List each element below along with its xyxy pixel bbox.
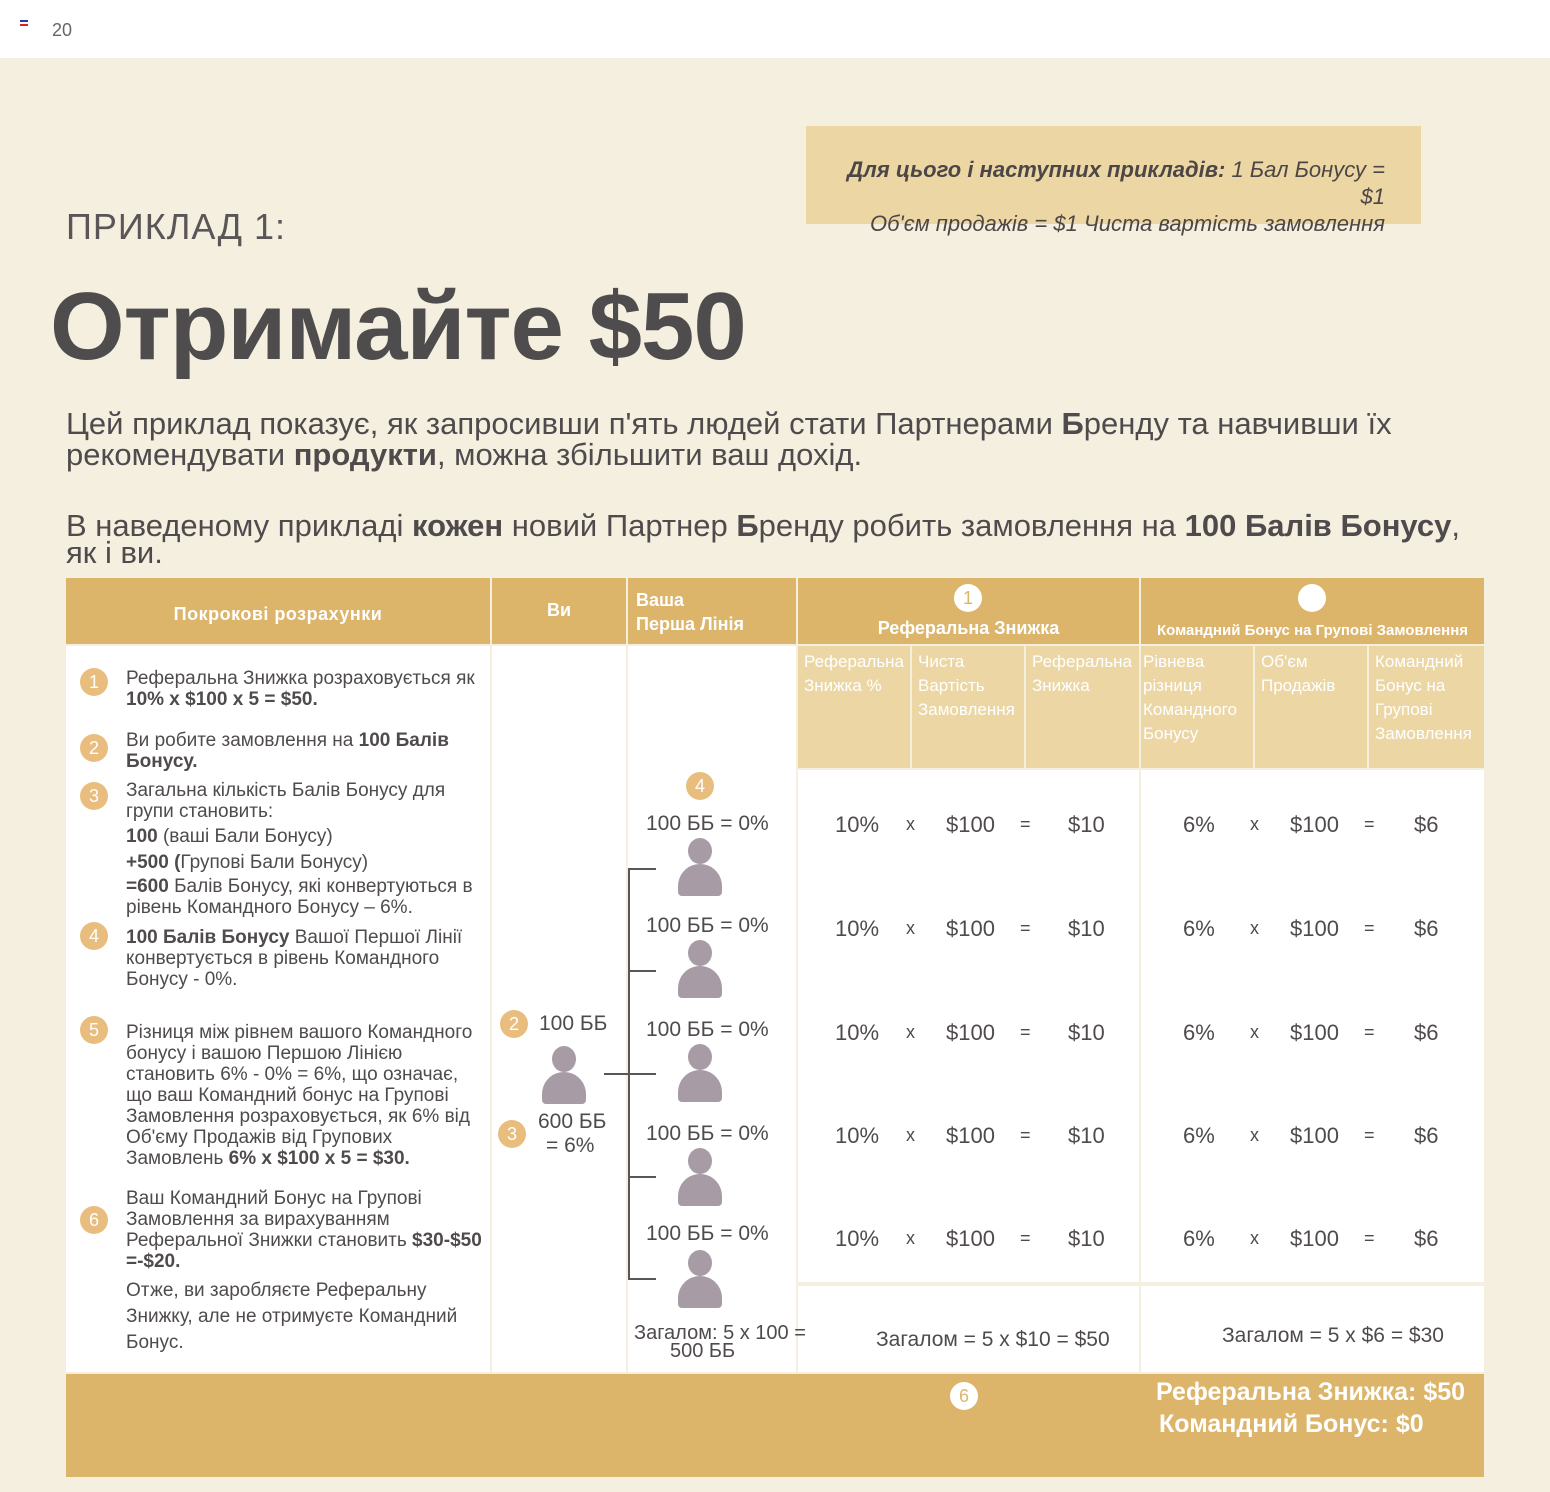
step-6-text: [126, 1188, 488, 1356]
calc-cell-net: $100: [946, 1123, 995, 1148]
step-1-circle: 1: [80, 668, 108, 696]
intro-bold: кожен: [411, 508, 504, 543]
calc-cell-x2: x: [1250, 918, 1259, 938]
first-line-bb: 100 ББ = 0%: [646, 1122, 769, 1145]
calc-cell-lvl: 6%: [1183, 1226, 1215, 1251]
calc-cell-x: x: [906, 1022, 915, 1042]
header-you-label: Ви: [546, 600, 572, 620]
partner-person-icon: [678, 940, 722, 1000]
calc-cell-eq: =: [1020, 918, 1031, 938]
step-bold: 100 Балів Бонусу.: [126, 730, 449, 772]
calc-cell-ref-pct: 10%: [835, 1020, 880, 1045]
calc-cell-bonus: $6: [1414, 1226, 1439, 1251]
you-total-level: = 6%: [546, 1134, 595, 1157]
step-text: Реферальна Знижка розраховується як: [126, 668, 475, 689]
step-2-text: [126, 730, 488, 772]
calc-cell-lvl: 6%: [1183, 1123, 1215, 1148]
header-first-line-1: Ваша: [636, 590, 685, 610]
first-line-total-2: 500 ББ: [670, 1340, 736, 1362]
calc-cell-eq2: =: [1364, 1228, 1375, 1248]
step-bold: +500 (: [126, 852, 181, 873]
calc-cell-net: $100: [946, 812, 995, 837]
calc-cell-lvl: 6%: [1183, 1020, 1215, 1045]
summary-team-bonus: Командний Бонус: $0: [1159, 1410, 1424, 1438]
header-referral-label: Реферальна Знижка: [877, 618, 1060, 638]
note-box: [806, 126, 1421, 236]
partner-person-icon: [678, 1148, 722, 1208]
calc-cell-ref-pct: 10%: [835, 1123, 880, 1148]
step-5-circle: 5: [80, 1016, 108, 1044]
calc-cell-ref-pct: 10%: [835, 916, 880, 941]
calc-cell-vol: $100: [1290, 812, 1339, 837]
calc-cell-x2: x: [1250, 1125, 1259, 1145]
referral-number-circle: 1: [954, 584, 982, 612]
step-conclusion: Отже, ви заробляєте Реферальну Знижку, але не отримуєте Командний Бонус.: [126, 1280, 458, 1353]
calc-cell-ref: $10: [1068, 812, 1105, 837]
subheader-net-value: Чиста Вартість Замовлення: [912, 646, 1024, 768]
step-text: (ваші Бали Бонусу): [157, 826, 333, 847]
subheader-ref-pct: Реферальна Знижка %: [798, 646, 910, 768]
header-referral: [798, 578, 1139, 644]
connector-line: [604, 1073, 630, 1075]
first-line-total-1: Загалом: 5 x 100 =: [634, 1322, 806, 1344]
step-text: Групові Бали Бонусу): [180, 852, 369, 873]
calc-cell-eq2: =: [1364, 1022, 1375, 1042]
step-text: Ви робите замовлення на: [126, 730, 359, 751]
calc-cell-eq: =: [1020, 1022, 1031, 1042]
step-4-text: [126, 927, 488, 990]
step-bold: 6% x $100 x 5 = $30.: [228, 1148, 410, 1169]
calc-cell-bonus: $6: [1414, 916, 1439, 941]
calc-cell-x2: x: [1250, 1228, 1259, 1248]
step-3-text: [126, 780, 488, 918]
top-bar: [0, 0, 1550, 58]
calc-cell-ref: $10: [1068, 1123, 1105, 1148]
step-text: Ваш Командний Бонус на Групові Замовлення за вирахуванням Реферальної Знижки становить: [126, 1188, 422, 1251]
step-bold: 10% x $100 x 5 = $50.: [126, 689, 318, 710]
step-text: Загальна кількість Балів Бонусу для групи становить:: [126, 780, 446, 822]
calc-cell-ref: $10: [1068, 1020, 1105, 1045]
summary-circle-6: 6: [950, 1382, 978, 1410]
intro-bold: продукти: [293, 437, 437, 472]
you-total-bb: 600 ББ: [538, 1110, 607, 1133]
step-4-circle: 4: [80, 922, 108, 950]
partner-person-icon: [678, 1250, 722, 1310]
intro-paragraph-2: [66, 508, 1466, 570]
flag-icon: [20, 20, 28, 26]
intro-text: ренду та навчивши їх рекомендувати: [66, 406, 1392, 472]
first-line-bb: 100 ББ = 0%: [646, 914, 769, 937]
calc-cell-x: x: [906, 918, 915, 938]
step-2-circle: 2: [80, 734, 108, 762]
connector-tick: [630, 1176, 656, 1178]
intro-text: , як і ви.: [66, 508, 1460, 570]
intro-bold: Б: [1061, 406, 1084, 441]
note-bold: Для цього і наступних прикладів:: [847, 157, 1226, 182]
header-first-line-2: Перша Лінія: [636, 614, 744, 634]
step-3-circle: 3: [80, 782, 108, 810]
step-bold: 100 Балів Бонусу: [126, 927, 290, 948]
you-bb: 100 ББ: [539, 1012, 608, 1035]
subheader-team-bonus: Командний Бонус на Групові Замовлення: [1369, 646, 1484, 768]
calc-cell-x2: x: [1250, 814, 1259, 834]
calc-cell-x2: x: [1250, 1022, 1259, 1042]
you-circle-3: 3: [498, 1120, 526, 1148]
partner-person-icon: [678, 838, 722, 898]
subheader-level-diff: Рівнева різниця Командного Бонусу: [1141, 646, 1253, 768]
note-line1: 1 Бал Бонусу = $1: [1225, 157, 1385, 209]
calc-cell-vol: $100: [1290, 1226, 1339, 1251]
calc-cell-ref-pct: 10%: [835, 812, 880, 837]
you-circle-2: 2: [500, 1010, 528, 1038]
intro-text: новий Партнер: [503, 508, 737, 543]
intro-text: , можна збільшити ваш дохід.: [436, 437, 863, 472]
example-label: ПРИКЛАД 1:: [66, 206, 286, 247]
step-text: Балів Бонусу, які конвертуються в рівень Командного Бонусу – 6%.: [126, 876, 473, 918]
calc-cell-vol: $100: [1290, 1123, 1339, 1148]
calc-cell-lvl: 6%: [1183, 812, 1215, 837]
header-steps: [66, 578, 490, 644]
header-team-bonus: [1141, 578, 1484, 644]
summary-referral: Реферальна Знижка: $50: [1156, 1378, 1466, 1406]
calc-cell-eq: =: [1020, 1228, 1031, 1248]
step-5-text: [126, 1022, 488, 1169]
header-steps-label: Покрокові розрахунки: [173, 604, 383, 624]
calc-cell-eq: =: [1020, 1125, 1031, 1145]
step-6-circle: 6: [80, 1206, 108, 1234]
subheader-ref-discount: Реферальна Знижка: [1026, 646, 1139, 768]
calc-cell-ref: $10: [1068, 1226, 1105, 1251]
calc-cell-eq2: =: [1364, 918, 1375, 938]
calc-cell-eq: =: [1020, 814, 1031, 834]
team-total: Загалом = 5 x $6 = $30: [1222, 1324, 1444, 1347]
header-you: [492, 578, 626, 644]
calc-cell-vol: $100: [1290, 916, 1339, 941]
intro-bold: Б: [736, 508, 759, 543]
you-column: [492, 646, 626, 1372]
calc-cell-x: x: [906, 1228, 915, 1248]
note-line2: Об'єм продажів = $1 Чиста вартість замовлення: [870, 211, 1385, 236]
intro-bold: 100 Балів Бонусу: [1184, 508, 1452, 543]
calc-cell-net: $100: [946, 916, 995, 941]
first-line-bb: 100 ББ = 0%: [646, 1018, 769, 1041]
step-bold: =600: [126, 876, 169, 897]
step-text: Вашої Першої Лінії конвертується в рівень Командного Бонусу - 0%.: [126, 927, 463, 990]
calc-cell-bonus: $6: [1414, 812, 1439, 837]
calc-cell-bonus: $6: [1414, 1123, 1439, 1148]
step-1-text: [126, 668, 488, 710]
intro-text: В наведеному прикладі: [66, 508, 412, 543]
summary-bar: [66, 1374, 1484, 1477]
connector-tick: [630, 1073, 656, 1075]
header-team-bonus-label: Командний Бонус на Групові Замовлення: [1156, 622, 1469, 639]
first-line-bb: 100 ББ = 0%: [646, 812, 769, 835]
step-bold: 100: [126, 826, 158, 847]
step-bold: $30-$50 =-$20.: [126, 1230, 482, 1272]
intro-text: ренду робить замовлення на: [758, 508, 1185, 543]
calc-cell-eq2: =: [1364, 814, 1375, 834]
calc-cell-net: $100: [946, 1226, 995, 1251]
intro-paragraph-1: [66, 408, 1466, 470]
team-bonus-circle: [1298, 584, 1326, 612]
subheader-sales-volume: Об'єм Продажів: [1255, 646, 1367, 768]
calc-cell-x: x: [906, 1125, 915, 1145]
calc-cell-vol: $100: [1290, 1020, 1339, 1045]
calc-cell-net: $100: [946, 1020, 995, 1045]
headline: Отримайте $50: [50, 273, 746, 380]
calc-cell-ref: $10: [1068, 916, 1105, 941]
first-line-bb: 100 ББ = 0%: [646, 1222, 769, 1245]
header-first-line: [628, 578, 796, 644]
step-text: Різниця між рівнем вашого Командного бонусу і вашою Першою Лінією становить 6% - 0% = 6%, що означає, що ваш Командний бонус на Групові Замовлення розраховується, як 6% від Об'єму Продажів від Групових Замовлень: [126, 1022, 473, 1169]
calc-cell-bonus: $6: [1414, 1020, 1439, 1045]
connector-tick: [630, 970, 656, 972]
calc-cell-eq2: =: [1364, 1125, 1375, 1145]
calc-cell-x: x: [906, 814, 915, 834]
calc-cell-lvl: 6%: [1183, 916, 1215, 941]
referral-total: Загалом = 5 x $10 = $50: [876, 1328, 1110, 1351]
first-line-circle-4: 4: [686, 772, 714, 800]
page-number: 20: [52, 20, 73, 40]
you-person-icon: [542, 1046, 586, 1106]
calc-cell-ref-pct: 10%: [835, 1226, 880, 1251]
intro-text: Цей приклад показує, як запросивши п'ять людей стати Партнерами: [66, 406, 1062, 441]
partner-person-icon: [678, 1044, 722, 1104]
